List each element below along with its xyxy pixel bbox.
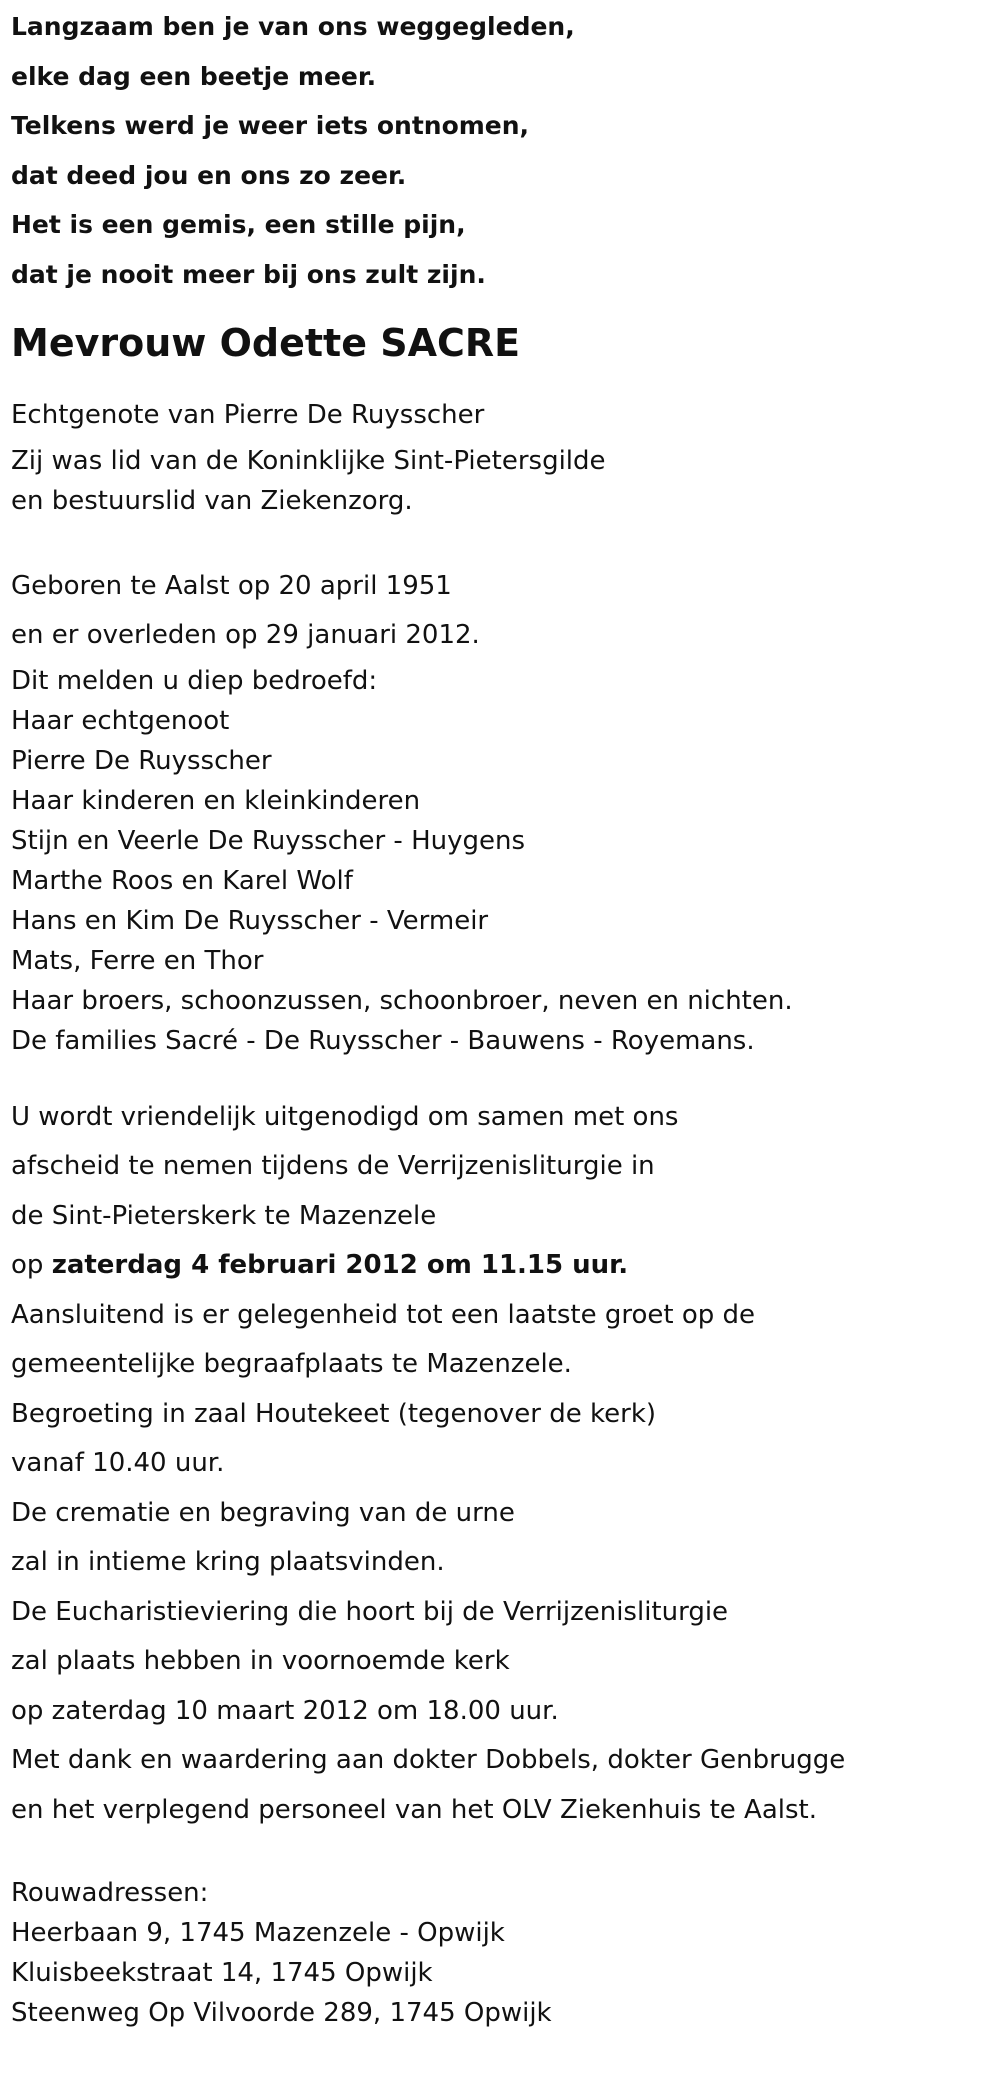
invitation-line: op zaterdag 10 maart 2012 om 18.00 uur.: [11, 1695, 559, 1726]
family-line: Stijn en Veerle De Ruysscher - Huygens: [11, 825, 526, 856]
address-line: Steenweg Op Vilvoorde 289, 1745 Opwijk: [11, 1998, 552, 2028]
intro: [11, 391, 991, 521]
addresses-heading: Rouwadressen:: [11, 1878, 209, 1908]
family-line: Dit melden u diep bedroefd:: [11, 665, 378, 696]
invitation: [11, 1093, 991, 1836]
family-line: Haar kinderen en kleinkinderen: [11, 785, 421, 816]
invitation-line: gemeentelijke begraafplaats te Mazenzele.: [11, 1349, 572, 1379]
invitation-line: vanaf 10.40 uur.: [11, 1448, 225, 1478]
intro-line: en bestuurslid van Ziekenzorg.: [11, 485, 413, 516]
poem-line: Het is een gemis, een stille pijn,: [11, 210, 466, 239]
invitation-line: afscheid te nemen tijdens de Verrijzenisliturgie in: [11, 1151, 655, 1181]
death-line: en er overleden op 29 januari 2012.: [11, 620, 480, 650]
poem-line: elke dag een beetje meer.: [11, 61, 377, 91]
obituary: [11, 0, 991, 2033]
poem-line: Telkens werd je weer iets ontnomen,: [11, 111, 530, 140]
invitation-line: U wordt vriendelijk uitgenodigd om samen met ons: [11, 1101, 679, 1132]
invitation-line: zal plaats hebben in voornoemde kerk: [11, 1646, 510, 1676]
poem-line: dat deed jou en ons zo zeer.: [11, 160, 407, 190]
invitation-line: De crematie en begraving van de urne: [11, 1497, 515, 1528]
ceremony-date-prefix: op: [11, 1250, 52, 1280]
address-line: Kluisbeekstraat 14, 1745 Opwijk: [11, 1958, 433, 1988]
addresses: [11, 1873, 991, 2033]
deceased-name: Mevrouw Odette SACRE: [11, 321, 521, 365]
birth-line: Geboren te Aalst op 20 april 1951: [11, 570, 452, 601]
invitation-line: en het verplegend personeel van het OLV Ziekenhuis te Aalst.: [11, 1794, 817, 1825]
family-line: De families Sacré - De Ruysscher - Bauwens - Royemans.: [11, 1025, 755, 1056]
family-line: Hans en Kim De Ruysscher - Vermeir: [11, 905, 489, 936]
intro-line: Echtgenote van Pierre De Ruysscher: [11, 400, 485, 430]
poem: [11, 0, 991, 299]
ceremony-date-line: [11, 1241, 991, 1291]
poem-line: dat je nooit meer bij ons zult zijn.: [11, 259, 486, 289]
family-line: Pierre De Ruysscher: [11, 745, 272, 776]
family-line: Haar broers, schoonzussen, schoonbroer, neven en nichten.: [11, 985, 793, 1016]
intro-line: Zij was lid van de Koninklijke Sint-Pietersgilde: [11, 445, 606, 476]
family-line: Marthe Roos en Karel Wolf: [11, 865, 353, 896]
invitation-line: De Eucharistieviering die hoort bij de Verrijzenisliturgie: [11, 1596, 729, 1627]
address-line: Heerbaan 9, 1745 Mazenzele - Opwijk: [11, 1918, 505, 1948]
dates: [11, 562, 991, 661]
poem-line: Langzaam ben je van ons weggegleden,: [11, 12, 575, 41]
invitation-line: de Sint-Pieterskerk te Mazenzele: [11, 1200, 437, 1231]
family-line: Mats, Ferre en Thor: [11, 945, 264, 976]
invitation-line: Aansluitend is er gelegenheid tot een laatste groet op de: [11, 1299, 755, 1330]
invitation-line: Met dank en waardering aan dokter Dobbels, dokter Genbrugge: [11, 1745, 846, 1775]
invitation-line: Begroeting in zaal Houtekeet (tegenover de kerk): [11, 1398, 657, 1429]
family: [11, 661, 991, 1061]
invitation-line: zal in intieme kring plaatsvinden.: [11, 1547, 445, 1577]
family-line: Haar echtgenoot: [11, 705, 230, 736]
ceremony-date: zaterdag 4 februari 2012 om 11.15 uur.: [51, 1250, 629, 1280]
